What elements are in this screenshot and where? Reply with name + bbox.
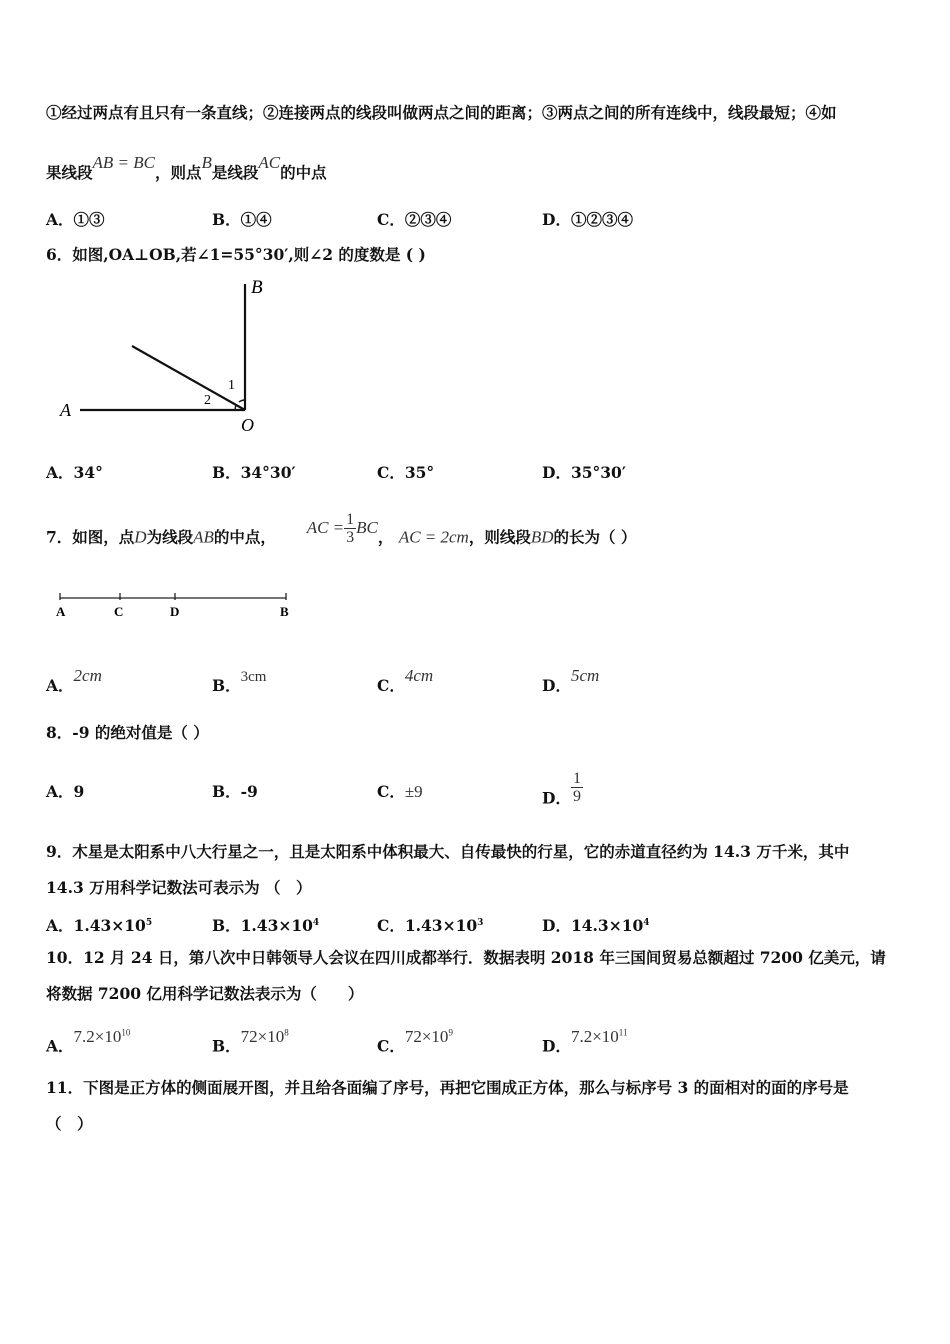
option-exponent: 11 (618, 1027, 628, 1037)
option-base: 1.43×10 (240, 916, 313, 936)
q10-option-a[interactable] (46, 1026, 131, 1057)
q10-option-c[interactable] (377, 1026, 453, 1057)
option-label: B． (212, 916, 241, 936)
option-label: B． (212, 463, 241, 482)
q7-math-bc: BC (356, 517, 378, 537)
label-d: D (170, 604, 180, 619)
q7-option-a[interactable] (46, 666, 102, 696)
q7-stem (46, 511, 637, 556)
label-a: A (60, 400, 71, 420)
option-label: A． (46, 916, 74, 936)
option-text: ①④ (240, 210, 272, 229)
q6-angle-figure (50, 272, 290, 442)
option-label: A． (46, 782, 74, 801)
q8-stem: 8．-9 的绝对值是（ ） (46, 723, 209, 742)
fraction-numerator: 1 (346, 511, 355, 528)
option-label: A． (46, 1036, 74, 1056)
q5-text: ，则点 (154, 163, 202, 182)
option-label: A． (46, 676, 74, 695)
q9-option-b[interactable] (212, 913, 319, 936)
q8-option-a[interactable] (46, 782, 84, 802)
option-label: D． (542, 676, 571, 695)
option-base: 1.43×10 (404, 916, 478, 936)
option-base: 1.43×10 (73, 916, 146, 936)
q10-option-b[interactable] (212, 1026, 289, 1057)
q7-math-ac-2cm: AC = 2cm (398, 527, 469, 547)
label-o: O (241, 415, 254, 435)
q7-math-bd: BD (530, 527, 554, 547)
option-text: 3cm (240, 669, 267, 685)
option-base: 14.3×10 (570, 916, 644, 936)
q7-math-d: D (134, 527, 147, 547)
option-text: ①②③④ (570, 210, 633, 229)
q7-option-c[interactable] (377, 666, 434, 696)
option-base: 7.2×10 (570, 1026, 619, 1046)
label-a: A (56, 604, 66, 619)
option-label: C． (377, 676, 405, 695)
option-exponent: 10 (121, 1027, 131, 1037)
option-text: ②③④ (404, 210, 452, 229)
option-label: D． (542, 1036, 571, 1056)
option-value (74, 1027, 131, 1046)
q5-option-b[interactable] (212, 210, 272, 230)
option-text: 5cm (570, 666, 600, 685)
q7-text: ，则线段 (468, 527, 531, 547)
q5-math-b: B (201, 153, 212, 172)
fraction-one-ninth (571, 770, 583, 805)
q8-option-b[interactable] (212, 782, 258, 802)
option-text: 35°30′ (570, 463, 626, 482)
option-label: D． (542, 788, 571, 808)
q9-stem-line1: 9．木星是太阳系中八大行星之一，且是太阳系中体积最大、自传最快的行星，它的赤道直径约为 14.3 万千米，其中 (46, 842, 850, 861)
q5-statement-line2 (46, 153, 327, 183)
option-base: 72×10 (404, 1026, 449, 1046)
option-exponent: 4 (643, 918, 650, 928)
option-text: -9 (240, 782, 258, 801)
option-label: C． (377, 463, 405, 482)
q5-option-a[interactable] (46, 210, 105, 230)
option-text: 34° (73, 463, 103, 482)
q7-option-b[interactable] (212, 669, 267, 697)
option-label: C． (377, 916, 405, 936)
option-exponent: 3 (477, 918, 484, 928)
option-label: D． (542, 916, 571, 936)
option-label: C． (377, 210, 405, 229)
q8-option-d[interactable] (542, 770, 583, 817)
q7-option-d[interactable] (542, 666, 600, 696)
option-text: ①③ (73, 210, 105, 229)
q9-stem-line2: 14.3 万用科学记数法可表示为 （ ） (46, 878, 312, 897)
option-label: B． (212, 676, 241, 695)
label-c: C (114, 604, 124, 619)
q10-stem-line2: 将数据 7200 亿用科学记数法表示为（ ） (46, 984, 364, 1003)
q6-option-c[interactable] (377, 463, 434, 483)
option-label: A． (46, 463, 74, 482)
label-angle-1: 1 (228, 378, 235, 393)
q7-math-ac-eq: AC = (306, 517, 345, 537)
q5-option-c[interactable] (377, 210, 451, 230)
option-text: ±9 (404, 782, 423, 801)
option-label: D． (542, 463, 571, 482)
option-text: 34°30′ (240, 463, 296, 482)
q10-stem-line1: 10．12 月 24 日，第八次中日韩领导人会议在四川成都举行．数据表明 2018 年三国间贸易总额超过 7200 亿美元，请 (46, 948, 886, 967)
q5-text: 是线段 (211, 163, 259, 182)
label-angle-2: 2 (204, 393, 211, 408)
label-b: B (280, 604, 289, 619)
option-value (571, 1027, 628, 1046)
q7-text: 7．如图，点 (46, 527, 135, 547)
option-base: 7.2×10 (73, 1026, 122, 1046)
fraction-numerator: 1 (572, 770, 581, 787)
q9-option-a[interactable] (46, 913, 152, 936)
q7-text: ， (377, 527, 394, 547)
q11-stem-line2: （ ） (46, 1114, 93, 1133)
q7-text: 为线段 (146, 527, 194, 547)
option-value (241, 1027, 289, 1046)
q7-text: 的中点， (213, 527, 276, 547)
option-exponent: 4 (312, 918, 320, 928)
option-label: B． (212, 1036, 241, 1056)
q5-text: 的中点 (280, 163, 327, 182)
q7-fraction-one-third (344, 511, 356, 546)
q6-option-b[interactable] (212, 463, 296, 483)
option-label: B． (212, 782, 241, 801)
fraction-denominator: 3 (346, 529, 355, 546)
q11-stem-line1: 11．下图是正方体的侧面展开图，并且给各面编了序号，再把它围成正方体，那么与标序号 3 的面相对的面的序号是 (46, 1078, 849, 1097)
label-b: B (251, 277, 263, 298)
option-label: B． (212, 210, 241, 229)
option-text: 35° (404, 463, 435, 482)
q9-option-d[interactable] (542, 913, 650, 936)
option-text: 2cm (73, 666, 102, 685)
q5-math-ab-bc: AB = BC (92, 153, 155, 172)
option-label: D． (542, 210, 571, 229)
option-text: 4cm (404, 666, 434, 685)
q7-text: 的长为（ ） (553, 527, 637, 547)
q5-text: 果线段 (46, 163, 93, 182)
q6-option-a[interactable] (46, 463, 103, 483)
q8-option-c[interactable] (377, 782, 423, 802)
q6-stem: 6．如图,OA⊥OB,若∠1=55°30′,则∠2 的度数是 ( ) (46, 245, 426, 264)
option-exponent: 5 (145, 918, 153, 928)
q7-segment-figure (50, 588, 300, 622)
q5-option-d[interactable] (542, 210, 633, 230)
q7-math-ab: AB (193, 527, 214, 547)
q5-math-ac: AC (258, 153, 281, 172)
option-exponent: 9 (448, 1027, 453, 1037)
option-exponent: 8 (284, 1027, 289, 1037)
option-label: C． (377, 782, 405, 801)
q10-option-d[interactable] (542, 1026, 628, 1057)
q9-option-c[interactable] (377, 913, 483, 936)
option-base: 72×10 (240, 1026, 285, 1046)
fraction-denominator: 9 (572, 788, 581, 805)
option-text: 9 (73, 782, 85, 801)
q5-statement-line1: ①经过两点有且只有一条直线；②连接两点的线段叫做两点之间的距离；③两点之间的所有连线中，线段最短；④如 (46, 103, 837, 122)
option-label: C． (377, 1036, 405, 1056)
option-label: A． (46, 210, 74, 229)
q6-option-d[interactable] (542, 463, 626, 483)
option-value (405, 1027, 453, 1046)
